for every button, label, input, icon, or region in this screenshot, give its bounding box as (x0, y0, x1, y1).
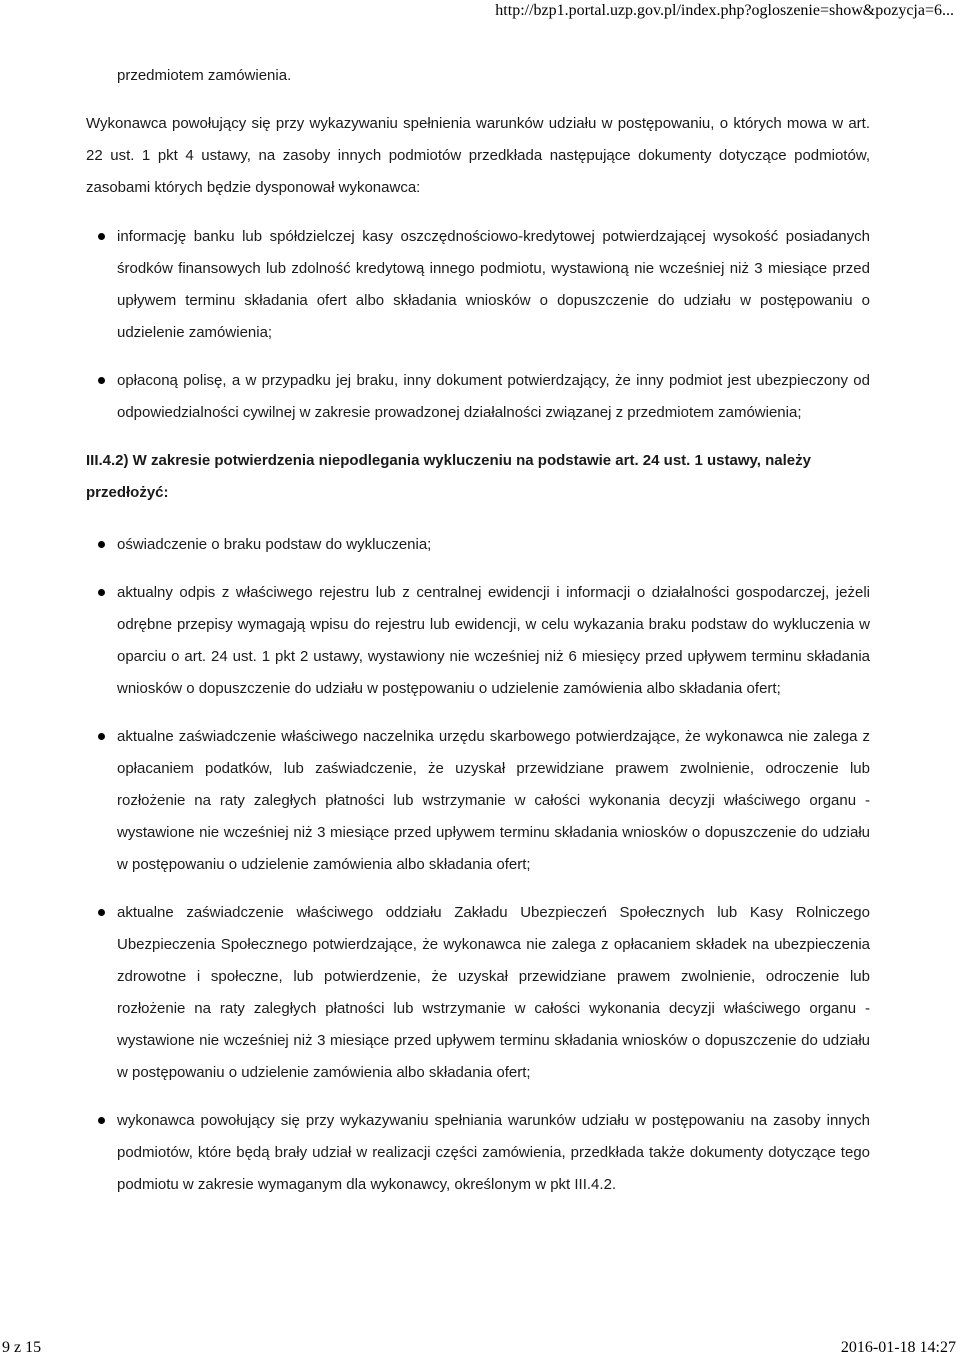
bullet-icon (98, 1117, 105, 1124)
list-item-text: aktualne zaświadczenie właściwego naczelnika urzędu skarbowego potwierdzające, że wykonawca nie zalega z opłacaniem podatków, lub zaświadczenie, że uzyskał przewidziane prawem zwolnienie, odroczenie lub rozłożenie na raty zaległych płatności lub wstrzymanie w całości wykonania decyzji właściwego organu - wystawione nie wcześniej niż 3 miesiące przed upływem terminu składania wniosków o dopuszczenie do udziału w postępowaniu o udzielenie zamówienia albo składania ofert; (117, 728, 870, 873)
bullet-icon (98, 733, 105, 740)
list-item (86, 721, 870, 881)
list-item-text: informację banku lub spółdzielczej kasy oszczędnościowo-kredytowej potwierdzającej wysokość posiadanych środków finansowych lub zdolność kredytową innego podmiotu, wystawioną nie wcześniej niż 3 miesiące przed upływem terminu składania ofert albo składania wniosków o dopuszczenie do udziału w postępowaniu o udzielenie zamówienia; (117, 228, 870, 341)
intro-tail: przedmiotem zamówienia. (117, 67, 292, 84)
print-header-url: http://bzp1.portal.uzp.gov.pl/index.php?ogloszenie=show&pozycja=6... (495, 2, 954, 19)
list-item-text: aktualne zaświadczenie właściwego oddziału Zakładu Ubezpieczeń Społecznych lub Kasy Rolniczego Ubezpieczenia Społecznego potwierdzające, że wykonawca nie zalega z opłacaniem składek na ubezpieczenia zdrowotne i społeczne, lub potwierdzenie, że uzyskał przewidziane prawem zwolnienie, odroczenie lub rozłożenie na raty zaległych płatności lub wstrzymanie w całości wykonania decyzji właściwego organu - wystawione nie wcześniej niż 3 miesiące przed upływem terminu składania wniosków o dopuszczenie do udziału w postępowaniu o udzielenie zamówienia albo składania ofert; (117, 904, 870, 1081)
bullet-icon (98, 541, 105, 548)
list-item (86, 529, 870, 561)
list-item (86, 365, 870, 429)
exclusion-documents-list (86, 529, 870, 1201)
list-item (86, 1105, 870, 1201)
resources-paragraph: Wykonawca powołujący się przy wykazywaniu spełnienia warunków udziału w postępowaniu, o których mowa w art. 22 ust. 1 pkt 4 ustawy, na zasoby innych podmiotów przedkłada następujące dokumenty dotyczące podmiotów, zasobami których będzie dysponował wykonawca: (86, 115, 870, 196)
resources-documents-list (86, 221, 870, 429)
list-item-text: opłaconą polisę, a w przypadku jej braku, inny dokument potwierdzający, że inny podmiot jest ubezpieczony od odpowiedzialności cywilnej w zakresie prowadzonej działalności związanej z przedmiotem zamówienia; (117, 372, 870, 421)
list-item (86, 221, 870, 349)
bullet-icon (98, 589, 105, 596)
list-item (86, 577, 870, 705)
bullet-icon (98, 233, 105, 240)
list-item (86, 897, 870, 1089)
page-number: 9 z 15 (2, 1339, 42, 1356)
list-item-text: oświadczenie o braku podstaw do wykluczenia; (117, 536, 432, 553)
list-item-text: aktualny odpis z właściwego rejestru lub z centralnej ewidencji i informacji o działalności gospodarczej, jeżeli odrębne przepisy wymagają wpisu do rejestru lub ewidencji, w celu wykazania braku podstaw do wykluczenia w oparciu o art. 24 ust. 1 pkt 2 ustawy, wystawiony nie wcześniej niż 6 miesięcy przed upływem terminu składania wniosków o dopuszczenie do udziału w postępowaniu o udzielenie zamówienia albo składania ofert; (117, 584, 870, 697)
section-heading: III.4.2) W zakresie potwierdzenia niepodlegania wykluczeniu na podstawie art. 24 ust. 1 ustawy, należy przedłożyć: (86, 452, 811, 501)
document-body (86, 60, 870, 1217)
print-datetime: 2016-01-18 14:27 (840, 1339, 956, 1356)
bullet-icon (98, 909, 105, 916)
list-item-text: wykonawca powołujący się przy wykazywaniu spełniania warunków udziału w postępowaniu na zasoby innych podmiotów, które będą brały udział w realizacji części zamówienia, przedkłada także dokumenty dotyczące tego podmiotu w zakresie wymaganym dla wykonawcy, określonym w pkt III.4.2. (117, 1112, 870, 1193)
bullet-icon (98, 377, 105, 384)
